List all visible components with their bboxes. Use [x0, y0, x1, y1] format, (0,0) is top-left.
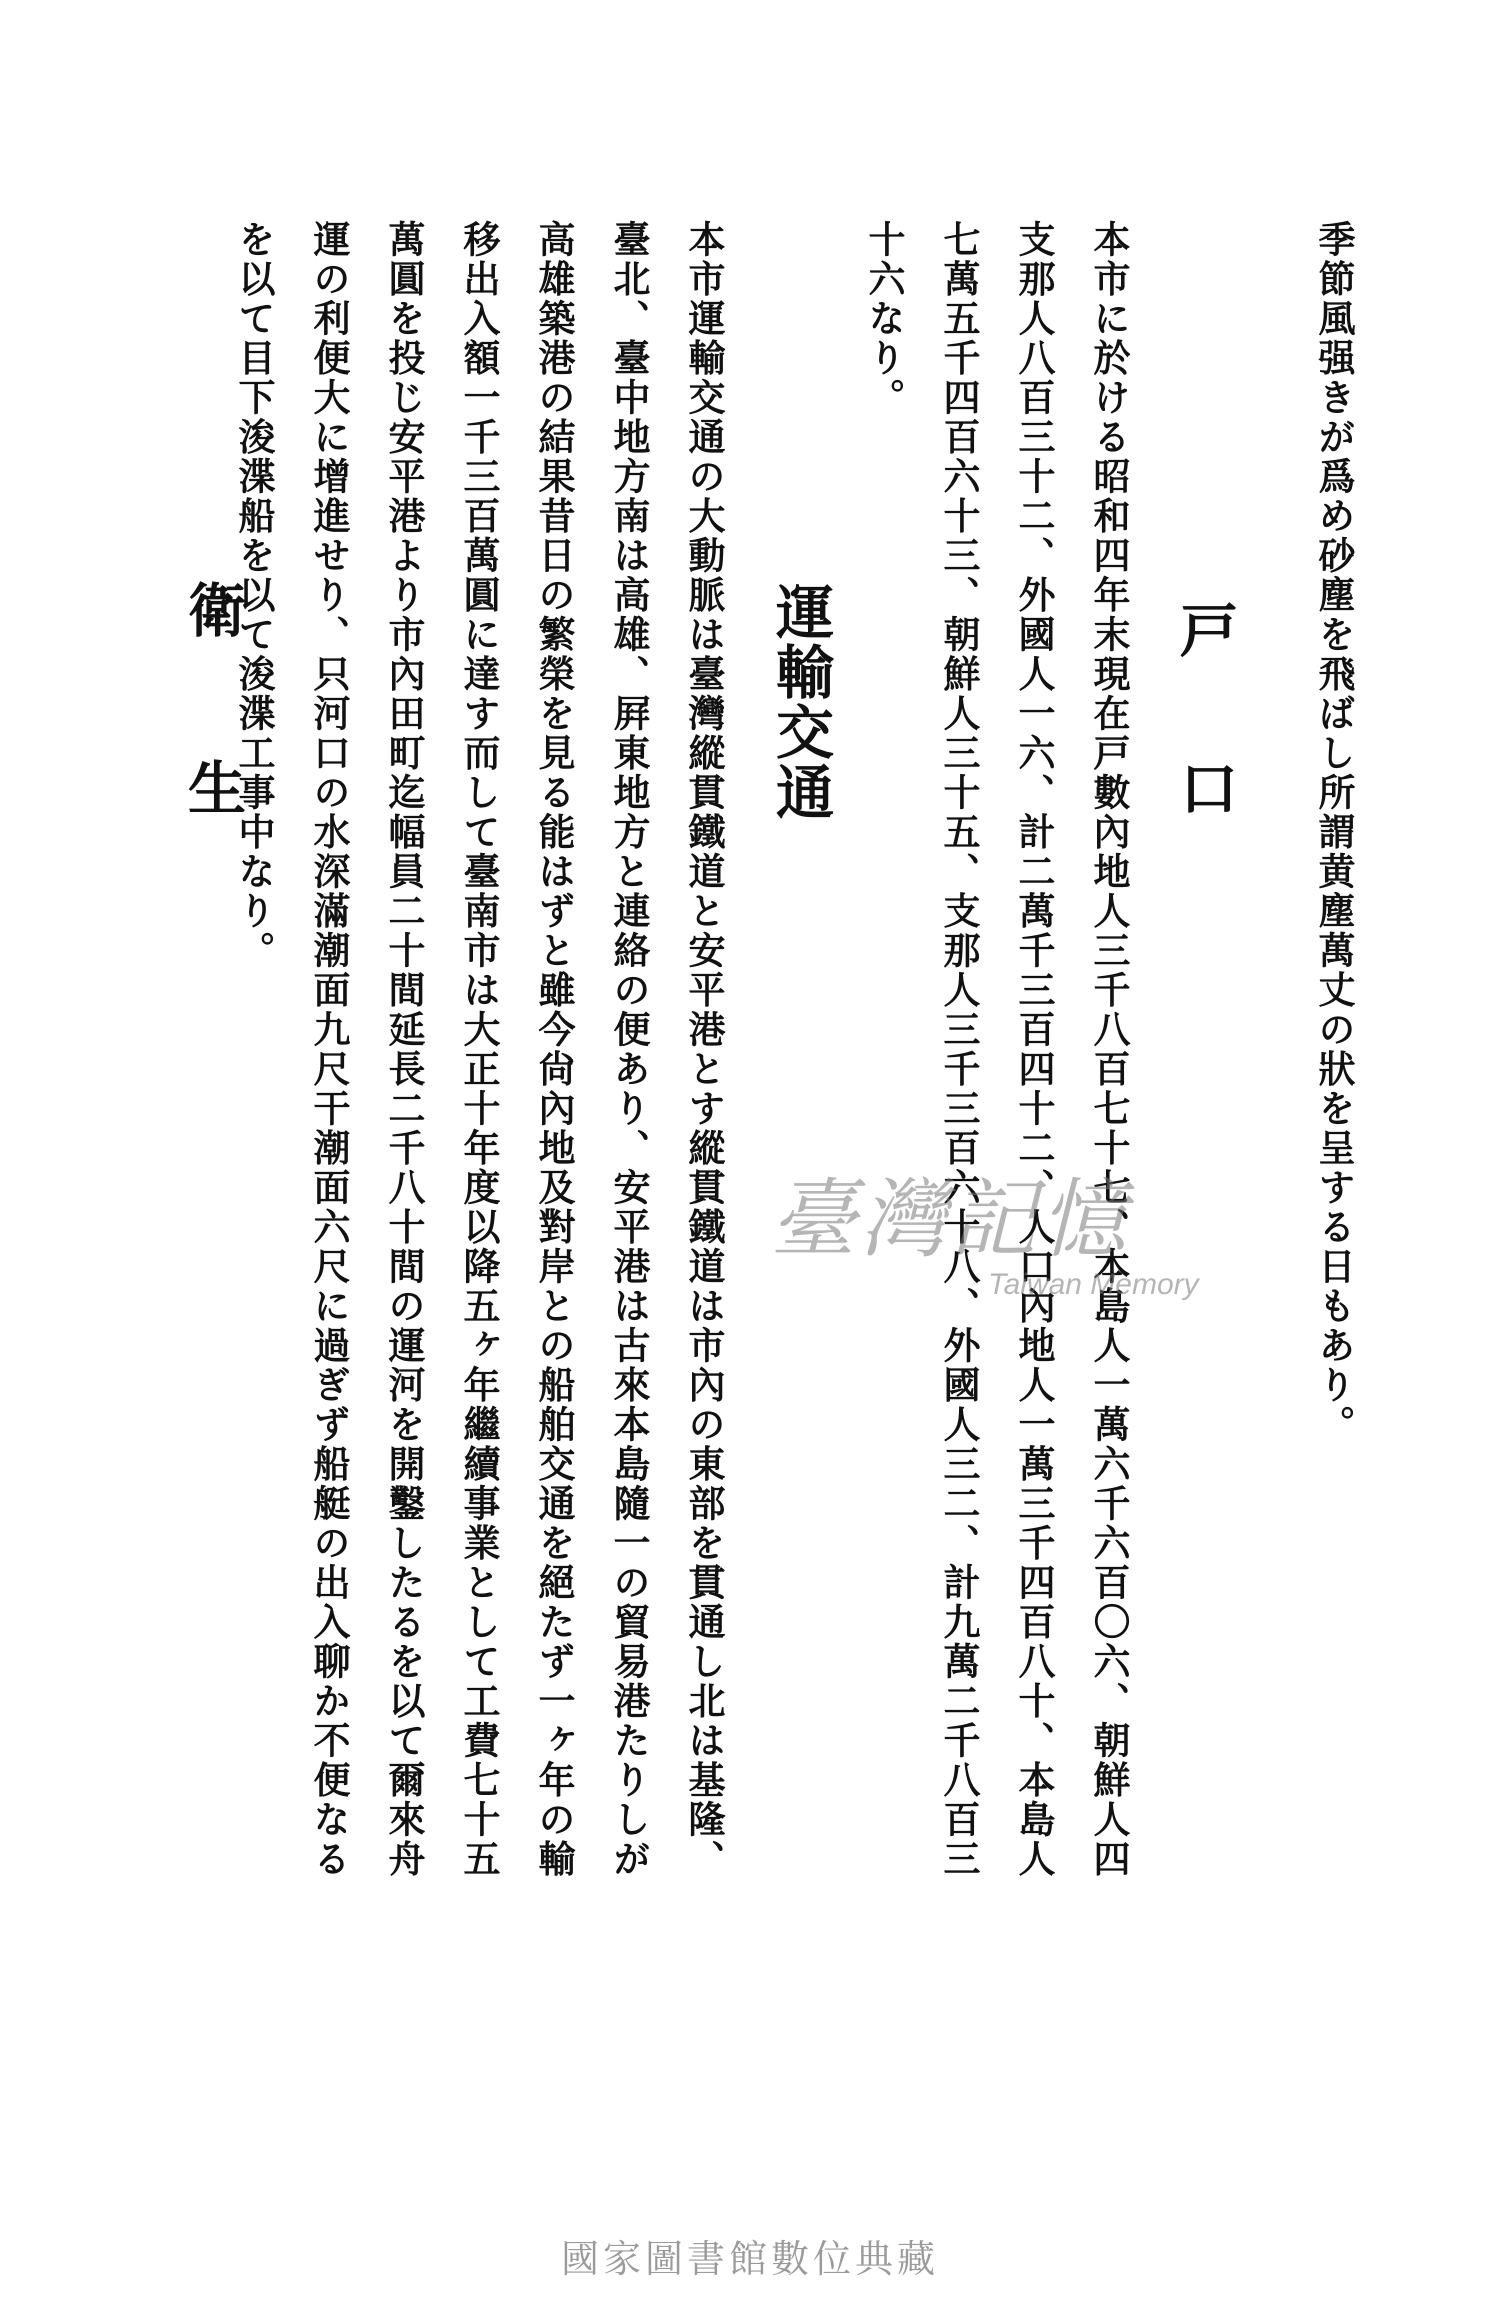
text-column-3: 支那人八百三十二、外國人一六、計二萬千三百四十二、人口內地人一萬三千四百八十、本島人 [1012, 220, 1056, 1879]
taiwan-memory-watermark [770, 1150, 1230, 1330]
heading-transportation: 運輸交通 [766, 582, 834, 822]
text-column-9: 移出入額一千三百萬圓に達す而して臺南市は大正十年度以降五ヶ年繼續事業として工費七十五 [457, 220, 501, 1879]
watermark-title: 臺灣記憶 [770, 1170, 1130, 1270]
text-column-10: 萬圓を投じ安平港より市內田町迄幅員二十間延長二千八十間の運河を開鑿したるを以て爾來舟 [382, 220, 426, 1879]
text-column-4: 七萬五千四百六十三、朝鮮人三十五、支那人三千三百六十八、外國人三二、計九萬二千八百三 [937, 220, 981, 1879]
heading-households: 戸口 [1170, 600, 1238, 916]
text-column-1: 季節風强きが爲め砂塵を飛ばし所謂黄塵萬丈の狀を呈する日もあり。 [1312, 220, 1356, 1445]
text-column-8: 高雄築港の結果昔日の繁榮を見る能はずと雖今尙內地及對岸との船舶交通を絕たず一ヶ年の輸 [532, 220, 576, 1879]
text-column-11: 運の利便大に增進せり、只河口の水深滿潮面九尺干潮面六尺に過ぎず船艇の出入聊か不便なる [307, 220, 351, 1879]
watermark-subtitle: Taiwan Memory [988, 1268, 1199, 1301]
archive-footer: 國家圖書館數位典藏 [560, 2237, 939, 2281]
text-column-2: 本市に於ける昭和四年末現在戸數內地人三千八百七十七、本島人一萬六千六百〇六、朝鮮人四 [1087, 220, 1131, 1879]
text-column-5: 十六なり。 [862, 220, 906, 418]
text-column-12: を以て目下浚渫船を以て浚渫工事中なり。 [232, 220, 276, 971]
heading-hygiene: 衛生 [178, 580, 246, 936]
text-column-6: 本市運輸交通の大動脈は臺灣縱貫鐵道と安平港とす縱貫鐵道は市內の東部を貫通し北は基隆、 [682, 220, 726, 1879]
text-column-7: 臺北、臺中地方南は高雄、屛東地方と連絡の便あり、安平港は古來本島隨一の貿易港たりしが [607, 220, 651, 1879]
